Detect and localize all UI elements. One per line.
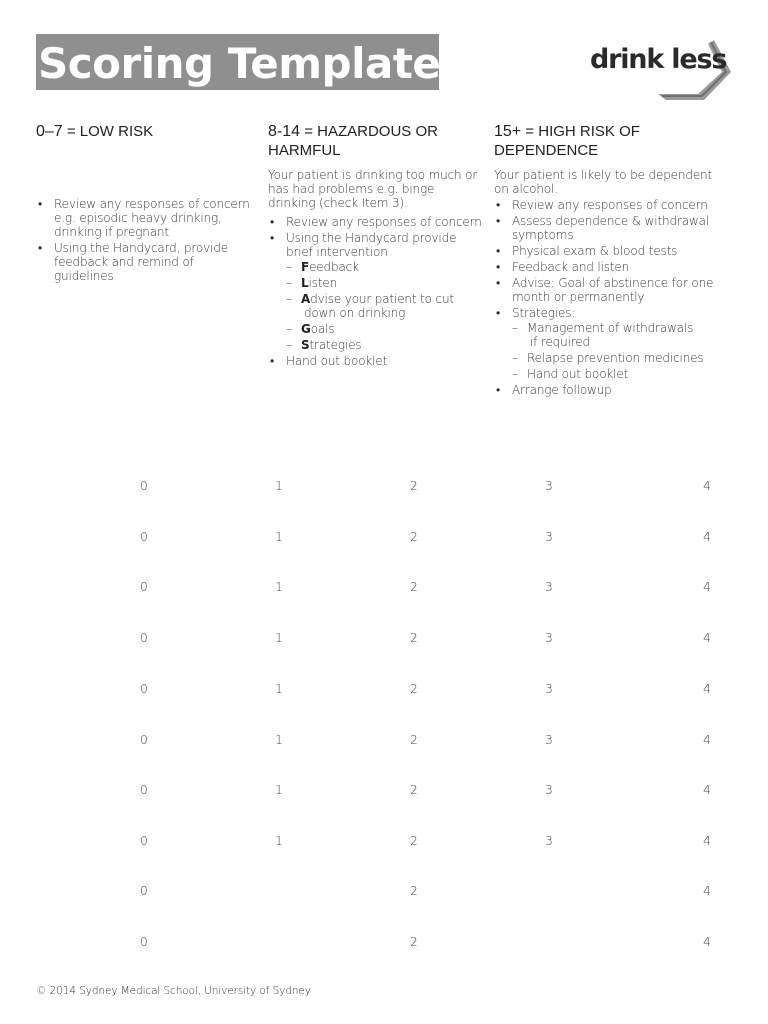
list-item: • Feedback and listen: [494, 260, 724, 274]
list-item: [268, 231, 482, 352]
list-item: • Arrange followup: [494, 383, 724, 397]
flags-item: [286, 322, 482, 336]
flags-text-continued: down on drinking: [304, 306, 406, 320]
score-row: [0, 478, 768, 494]
score-value: 2: [410, 783, 418, 797]
flags-letter: A: [301, 292, 311, 306]
hazardous-actions: [268, 215, 482, 368]
score-value: 3: [545, 580, 553, 594]
score-value: 1: [275, 479, 283, 493]
list-item-text: Strategies:: [512, 306, 576, 320]
score-value: 2: [410, 530, 418, 544]
list-item: • Review any responses of concern: [268, 215, 482, 229]
score-row: [0, 630, 768, 646]
score-value: 4: [703, 631, 711, 645]
flags-text: dvise your patient to cut: [310, 292, 454, 306]
list-item: • Assess dependence & withdrawal symptoms: [494, 214, 724, 242]
score-value: 3: [545, 479, 553, 493]
flags-letter: F: [301, 260, 310, 274]
score-range: 8-14: [268, 123, 301, 140]
score-value: 0: [140, 530, 148, 544]
score-row: [0, 579, 768, 595]
score-value: 0: [140, 580, 148, 594]
hazardous-intro: Your patient is drinking too much or has had problems e.g. binge drinking (check Item 3).: [268, 168, 478, 210]
list-item-text: Using the Handycard provide brief intervention: [286, 231, 457, 259]
strategy-text: Management of withdrawals: [527, 321, 694, 335]
flags-list: [286, 260, 482, 352]
flags-text: eedback: [309, 260, 359, 274]
score-value: 3: [545, 783, 553, 797]
list-item: • Review any responses of concern: [494, 198, 724, 212]
score-value: 2: [410, 733, 418, 747]
list-item: • Physical exam & blood tests: [494, 244, 724, 258]
score-value: 1: [275, 580, 283, 594]
low-risk-column: [36, 122, 256, 285]
score-value: 4: [703, 935, 711, 949]
dependence-heading: [494, 122, 724, 160]
low-risk-actions: [36, 197, 256, 283]
flags-item: [286, 338, 482, 352]
risk-label: = HAZARDOUS OR HARMFUL: [268, 123, 438, 159]
score-value: 1: [275, 733, 283, 747]
score-value: 3: [545, 682, 553, 696]
list-item: • Review any responses of concern e.g. episodic heavy drinking, drinking if pregnant: [36, 197, 256, 239]
score-value: 4: [703, 783, 711, 797]
score-value: 4: [703, 530, 711, 544]
score-value: 3: [545, 733, 553, 747]
score-value: 4: [703, 884, 711, 898]
page-title: Scoring Template: [38, 39, 441, 88]
score-row: [0, 883, 768, 899]
score-row: [0, 732, 768, 748]
flags-letter: L: [301, 276, 309, 290]
flags-text: oals: [310, 322, 335, 336]
score-value: 0: [140, 733, 148, 747]
score-value: 2: [410, 631, 418, 645]
flags-letter: S: [301, 338, 310, 352]
list-item: • Using the Handycard, provide feedback and remind of guidelines: [36, 241, 256, 283]
score-value: 2: [410, 935, 418, 949]
list-item: • Advise: Goal of abstinence for one month or permanently: [494, 276, 724, 304]
flags-letter: G: [301, 322, 311, 336]
score-row: [0, 833, 768, 849]
score-value: 0: [140, 783, 148, 797]
score-value: 3: [545, 530, 553, 544]
score-value: 1: [275, 631, 283, 645]
risk-label: = HIGH RISK OF DEPENDENCE: [494, 123, 640, 159]
score-value: 0: [140, 479, 148, 493]
score-value: 1: [275, 682, 283, 696]
flags-text: trategies: [309, 338, 362, 352]
score-row: [0, 934, 768, 950]
dependence-intro: Your patient is likely to be dependent on alcohol.: [494, 168, 713, 196]
score-value: 0: [140, 935, 148, 949]
score-value: 1: [275, 530, 283, 544]
flags-text: isten: [308, 276, 338, 290]
score-row: [0, 782, 768, 798]
strategies-list: [512, 321, 724, 381]
score-range: 15+: [494, 123, 522, 140]
low-risk-heading: [36, 122, 256, 141]
score-value: 4: [703, 479, 711, 493]
score-value: 0: [140, 631, 148, 645]
score-value: 3: [545, 631, 553, 645]
flags-item: [286, 260, 482, 274]
strategy-item: – Relapse prevention medicines: [512, 351, 724, 365]
risk-label: = LOW RISK: [62, 123, 154, 140]
flags-item: [286, 292, 482, 320]
score-value: 2: [410, 682, 418, 696]
score-row: [0, 529, 768, 545]
logo-text: drink less: [590, 44, 727, 75]
score-value: 2: [410, 580, 418, 594]
score-value: 2: [410, 884, 418, 898]
score-value: 2: [410, 834, 418, 848]
score-value: 4: [703, 733, 711, 747]
score-value: 2: [410, 479, 418, 493]
list-item: [494, 306, 724, 381]
score-value: 3: [545, 834, 553, 848]
score-row: [0, 681, 768, 697]
drink-less-logo: [586, 36, 736, 106]
score-range: 0–7: [36, 123, 63, 140]
score-value: 4: [703, 580, 711, 594]
dependence-column: [494, 122, 724, 399]
score-value: 0: [140, 884, 148, 898]
score-value: 4: [703, 682, 711, 696]
list-item: • Hand out booklet: [268, 354, 482, 368]
flags-item: [286, 276, 482, 290]
strategy-item: [512, 321, 724, 349]
copyright-footer: © 2014 Sydney Medical School, University of Sydney: [36, 985, 311, 997]
score-value: 0: [140, 682, 148, 696]
score-value: 1: [275, 834, 283, 848]
dependence-actions: [494, 198, 724, 397]
title-banner: [36, 34, 439, 90]
hazardous-heading: [268, 122, 482, 160]
score-value: 0: [140, 834, 148, 848]
strategy-item: – Hand out booklet: [512, 367, 724, 381]
score-value: 4: [703, 834, 711, 848]
hazardous-column: [268, 122, 482, 370]
score-value: 1: [275, 783, 283, 797]
strategy-text-continued: if required: [530, 335, 591, 349]
